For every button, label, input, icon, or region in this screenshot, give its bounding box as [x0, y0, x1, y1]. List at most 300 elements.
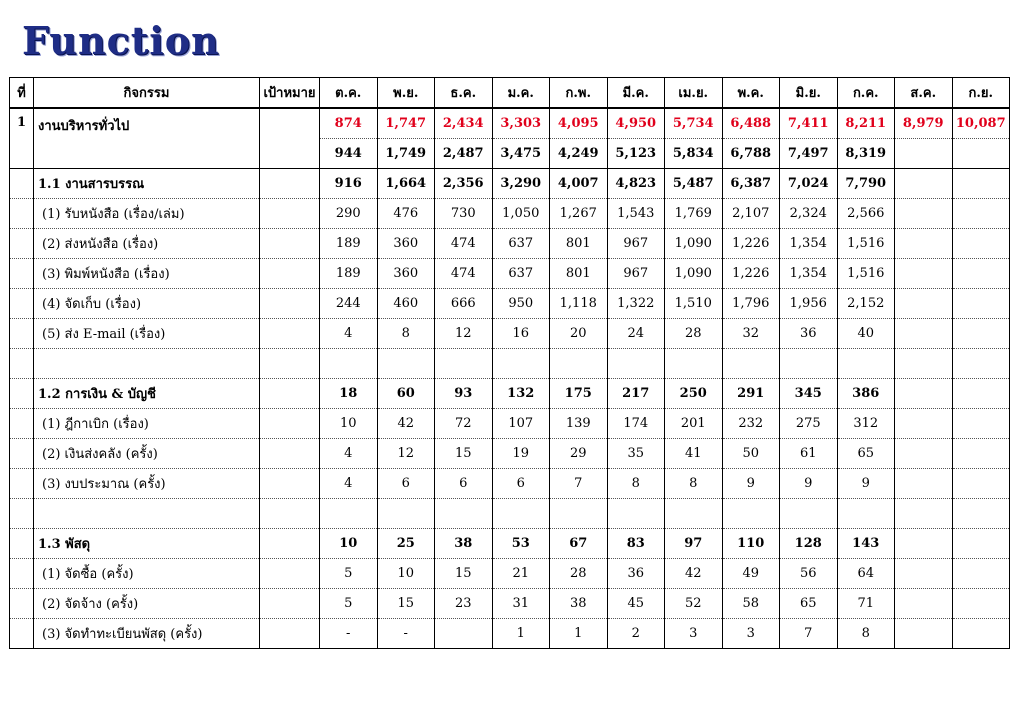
value-cell: 3 — [722, 619, 780, 649]
value-cell — [952, 619, 1010, 649]
value-cell: 7 — [780, 619, 838, 649]
value-cell: 32 — [722, 319, 780, 349]
value-cell: 110 — [722, 529, 780, 559]
value-cell — [895, 349, 953, 379]
value-cell: 386 — [837, 379, 895, 409]
value-cell: 6,387 — [722, 169, 780, 199]
table-row — [10, 439, 1010, 469]
value-cell: 312 — [837, 409, 895, 439]
value-cell: 72 — [435, 409, 493, 439]
value-cell: 9 — [837, 469, 895, 499]
value-cell — [895, 379, 953, 409]
value-cell: 107 — [492, 409, 550, 439]
header-month: ม.ค. — [492, 78, 550, 109]
value-cell: 8 — [837, 619, 895, 649]
value-cell: 15 — [435, 559, 493, 589]
activity-label — [34, 349, 260, 379]
value-cell: 25 — [377, 529, 435, 559]
target-cell — [260, 349, 320, 379]
header-no: ที่ — [10, 78, 34, 109]
target-cell — [260, 499, 320, 529]
row-number-cell — [10, 289, 34, 319]
activity-label: 1.3 พัสดุ — [34, 529, 260, 559]
value-cell: 58 — [722, 589, 780, 619]
value-cell: 5,487 — [665, 169, 723, 199]
value-cell: 1,354 — [780, 259, 838, 289]
value-cell: 217 — [607, 379, 665, 409]
table-row — [10, 349, 1010, 379]
value-cell — [895, 619, 953, 649]
value-cell: 474 — [435, 229, 493, 259]
value-cell: 15 — [377, 589, 435, 619]
value-cell: 730 — [435, 199, 493, 229]
value-cell: 6 — [492, 469, 550, 499]
value-cell: 275 — [780, 409, 838, 439]
table-row — [10, 529, 1010, 559]
header-target: เป้าหมาย — [260, 78, 320, 109]
target-cell — [260, 589, 320, 619]
header-month: พ.ค. — [722, 78, 780, 109]
value-cell: 189 — [320, 259, 378, 289]
plan-cell: 1,747 — [377, 108, 435, 139]
value-cell: 474 — [435, 259, 493, 289]
value-cell: 244 — [320, 289, 378, 319]
value-cell: 916 — [320, 169, 378, 199]
activity-label: (1) จัดซื้อ (ครั้ง) — [34, 559, 260, 589]
value-cell: 23 — [435, 589, 493, 619]
plan-cell: 5,734 — [665, 108, 723, 139]
row-number-cell — [10, 469, 34, 499]
value-cell: 360 — [377, 229, 435, 259]
actual-cell: 7,497 — [780, 139, 838, 169]
value-cell: 2,566 — [837, 199, 895, 229]
value-cell: 1,769 — [665, 199, 723, 229]
value-cell: 19 — [492, 439, 550, 469]
value-cell — [952, 199, 1010, 229]
value-cell: 71 — [837, 589, 895, 619]
value-cell: 1,956 — [780, 289, 838, 319]
activity-label: 1.1 งานสารบรรณ — [34, 169, 260, 199]
value-cell: 9 — [722, 469, 780, 499]
value-cell: 5 — [320, 589, 378, 619]
value-cell: 3 — [665, 619, 723, 649]
value-cell: 31 — [492, 589, 550, 619]
value-cell — [952, 259, 1010, 289]
value-cell: 53 — [492, 529, 550, 559]
value-cell: 60 — [377, 379, 435, 409]
value-cell: 666 — [435, 289, 493, 319]
header-activity: กิจกรรม — [34, 78, 260, 109]
actual-cell: 8,319 — [837, 139, 895, 169]
value-cell: 10 — [377, 559, 435, 589]
target-cell — [260, 289, 320, 319]
value-cell — [952, 529, 1010, 559]
value-cell — [895, 529, 953, 559]
value-cell — [837, 349, 895, 379]
value-cell — [435, 349, 493, 379]
value-cell: 637 — [492, 259, 550, 289]
value-cell — [952, 319, 1010, 349]
value-cell: 950 — [492, 289, 550, 319]
plan-cell: 10,087 — [952, 108, 1010, 139]
value-cell: 24 — [607, 319, 665, 349]
target-cell — [260, 529, 320, 559]
value-cell — [952, 409, 1010, 439]
value-cell: 175 — [550, 379, 608, 409]
value-cell: 1,118 — [550, 289, 608, 319]
table-row — [10, 409, 1010, 439]
value-cell: 42 — [377, 409, 435, 439]
actual-cell: 6,788 — [722, 139, 780, 169]
target-cell — [260, 409, 320, 439]
value-cell: 1 — [492, 619, 550, 649]
value-cell: 36 — [607, 559, 665, 589]
header-month: มี.ค. — [607, 78, 665, 109]
header-month: ก.ย. — [952, 78, 1010, 109]
row-number-cell — [10, 199, 34, 229]
row-number-cell — [10, 619, 34, 649]
value-cell — [895, 199, 953, 229]
value-cell: 174 — [607, 409, 665, 439]
header-month: ก.ค. — [837, 78, 895, 109]
header-month: เม.ย. — [665, 78, 723, 109]
plan-cell: 8,979 — [895, 108, 953, 139]
header-month: ก.พ. — [550, 78, 608, 109]
value-cell: 250 — [665, 379, 723, 409]
value-cell: 143 — [837, 529, 895, 559]
value-cell: 201 — [665, 409, 723, 439]
value-cell: 967 — [607, 229, 665, 259]
value-cell — [895, 289, 953, 319]
value-cell — [895, 559, 953, 589]
header-month: ธ.ค. — [435, 78, 493, 109]
section-number: 1 — [10, 108, 34, 169]
value-cell: 65 — [780, 589, 838, 619]
value-cell — [550, 499, 608, 529]
value-cell: - — [377, 619, 435, 649]
plan-cell: 6,488 — [722, 108, 780, 139]
actual-cell: 2,487 — [435, 139, 493, 169]
value-cell: 9 — [780, 469, 838, 499]
value-cell: 16 — [492, 319, 550, 349]
value-cell: 2 — [607, 619, 665, 649]
value-cell — [607, 349, 665, 379]
table-row — [10, 289, 1010, 319]
table-row — [10, 559, 1010, 589]
target-cell — [260, 229, 320, 259]
actual-cell: 1,749 — [377, 139, 435, 169]
activity-label: (4) จัดเก็บ (เรื่อง) — [34, 289, 260, 319]
value-cell: 1,322 — [607, 289, 665, 319]
value-cell: 1,543 — [607, 199, 665, 229]
actual-cell — [952, 139, 1010, 169]
value-cell — [435, 499, 493, 529]
value-cell — [952, 169, 1010, 199]
value-cell: 38 — [435, 529, 493, 559]
value-cell: 61 — [780, 439, 838, 469]
value-cell — [952, 379, 1010, 409]
activity-label: (3) พิมพ์หนังสือ (เรื่อง) — [34, 259, 260, 289]
value-cell: 1,090 — [665, 229, 723, 259]
value-cell — [895, 169, 953, 199]
table-row — [10, 229, 1010, 259]
activity-label: (2) จัดจ้าง (ครั้ง) — [34, 589, 260, 619]
value-cell: 97 — [665, 529, 723, 559]
value-cell: 1,226 — [722, 259, 780, 289]
value-cell — [895, 409, 953, 439]
value-cell: 4,823 — [607, 169, 665, 199]
plan-cell: 4,950 — [607, 108, 665, 139]
actual-cell: 5,834 — [665, 139, 723, 169]
value-cell: 45 — [607, 589, 665, 619]
header-month: ต.ค. — [320, 78, 378, 109]
value-cell: 291 — [722, 379, 780, 409]
value-cell: 232 — [722, 409, 780, 439]
value-cell — [722, 499, 780, 529]
value-cell: 1,516 — [837, 229, 895, 259]
value-cell — [320, 349, 378, 379]
row-number-cell — [10, 499, 34, 529]
plan-cell: 3,303 — [492, 108, 550, 139]
value-cell — [952, 589, 1010, 619]
value-cell — [952, 229, 1010, 259]
value-cell: 65 — [837, 439, 895, 469]
value-cell — [895, 229, 953, 259]
value-cell — [435, 619, 493, 649]
table-row — [10, 199, 1010, 229]
value-cell: 345 — [780, 379, 838, 409]
plan-cell: 4,095 — [550, 108, 608, 139]
value-cell: 18 — [320, 379, 378, 409]
actual-cell: 944 — [320, 139, 378, 169]
plan-cell: 7,411 — [780, 108, 838, 139]
value-cell: 967 — [607, 259, 665, 289]
value-cell: 49 — [722, 559, 780, 589]
target-cell — [260, 259, 320, 289]
value-cell: 132 — [492, 379, 550, 409]
value-cell: 1,050 — [492, 199, 550, 229]
value-cell: 7,790 — [837, 169, 895, 199]
value-cell: 36 — [780, 319, 838, 349]
actual-cell: 5,123 — [607, 139, 665, 169]
value-cell: 28 — [550, 559, 608, 589]
row-number-cell — [10, 169, 34, 199]
value-cell: 1,510 — [665, 289, 723, 319]
value-cell: 50 — [722, 439, 780, 469]
activity-label: (1) ฎีกาเบิก (เรื่อง) — [34, 409, 260, 439]
value-cell: 637 — [492, 229, 550, 259]
target-cell — [260, 199, 320, 229]
value-cell: 1 — [550, 619, 608, 649]
value-cell: 35 — [607, 439, 665, 469]
value-cell — [665, 349, 723, 379]
table-row — [10, 589, 1010, 619]
value-cell: 5 — [320, 559, 378, 589]
value-cell: 6 — [435, 469, 493, 499]
value-cell: 4,007 — [550, 169, 608, 199]
plan-cell: 2,434 — [435, 108, 493, 139]
header-month: ส.ค. — [895, 78, 953, 109]
value-cell — [895, 469, 953, 499]
value-cell — [550, 349, 608, 379]
value-cell: 2,324 — [780, 199, 838, 229]
value-cell — [952, 469, 1010, 499]
value-cell — [895, 259, 953, 289]
value-cell: 189 — [320, 229, 378, 259]
table-row — [10, 499, 1010, 529]
value-cell: 1,267 — [550, 199, 608, 229]
row-number-cell — [10, 379, 34, 409]
target-cell — [260, 469, 320, 499]
function-table — [9, 77, 1010, 649]
value-cell: 7,024 — [780, 169, 838, 199]
target-cell — [260, 619, 320, 649]
value-cell: 64 — [837, 559, 895, 589]
value-cell: 1,796 — [722, 289, 780, 319]
value-cell: 2,356 — [435, 169, 493, 199]
row-number-cell — [10, 319, 34, 349]
target-cell — [260, 169, 320, 199]
row-number-cell — [10, 439, 34, 469]
value-cell: 4 — [320, 439, 378, 469]
value-cell: 290 — [320, 199, 378, 229]
value-cell: 801 — [550, 229, 608, 259]
header-month: พ.ย. — [377, 78, 435, 109]
value-cell: 38 — [550, 589, 608, 619]
actual-cell: 4,249 — [550, 139, 608, 169]
header-month: มิ.ย. — [780, 78, 838, 109]
value-cell: 4 — [320, 319, 378, 349]
value-cell: 1,664 — [377, 169, 435, 199]
value-cell: 10 — [320, 529, 378, 559]
value-cell — [895, 319, 953, 349]
value-cell — [952, 349, 1010, 379]
value-cell — [895, 499, 953, 529]
plan-cell: 874 — [320, 108, 378, 139]
value-cell: 15 — [435, 439, 493, 469]
value-cell: 360 — [377, 259, 435, 289]
value-cell: 40 — [837, 319, 895, 349]
value-cell: 2,152 — [837, 289, 895, 319]
table-row — [10, 319, 1010, 349]
value-cell — [952, 289, 1010, 319]
value-cell — [607, 499, 665, 529]
activity-label: 1.2 การเงิน & บัญชี — [34, 379, 260, 409]
value-cell: 476 — [377, 199, 435, 229]
value-cell: 93 — [435, 379, 493, 409]
section-label: งานบริหารทั่วไป — [34, 108, 260, 169]
table-row — [10, 619, 1010, 649]
value-cell — [320, 499, 378, 529]
value-cell: - — [320, 619, 378, 649]
row-number-cell — [10, 409, 34, 439]
row-number-cell — [10, 349, 34, 379]
activity-label: (3) งบประมาณ (ครั้ง) — [34, 469, 260, 499]
value-cell: 67 — [550, 529, 608, 559]
value-cell — [895, 589, 953, 619]
value-cell: 1,354 — [780, 229, 838, 259]
value-cell: 41 — [665, 439, 723, 469]
value-cell: 12 — [377, 439, 435, 469]
value-cell — [722, 349, 780, 379]
activity-label — [34, 499, 260, 529]
row-number-cell — [10, 559, 34, 589]
value-cell: 801 — [550, 259, 608, 289]
table-row — [10, 469, 1010, 499]
value-cell: 28 — [665, 319, 723, 349]
value-cell: 128 — [780, 529, 838, 559]
value-cell: 8 — [377, 319, 435, 349]
value-cell: 8 — [607, 469, 665, 499]
value-cell: 12 — [435, 319, 493, 349]
value-cell: 83 — [607, 529, 665, 559]
value-cell: 56 — [780, 559, 838, 589]
table-row — [10, 169, 1010, 199]
value-cell — [492, 349, 550, 379]
value-cell: 139 — [550, 409, 608, 439]
activity-label: (1) รับหนังสือ (เรื่อง/เล่ม) — [34, 199, 260, 229]
value-cell: 3,290 — [492, 169, 550, 199]
value-cell: 2,107 — [722, 199, 780, 229]
page-title: Function — [22, 18, 220, 63]
value-cell: 7 — [550, 469, 608, 499]
value-cell: 20 — [550, 319, 608, 349]
activity-label: (3) จัดทำทะเบียนพัสดุ (ครั้ง) — [34, 619, 260, 649]
value-cell: 1,516 — [837, 259, 895, 289]
value-cell — [665, 499, 723, 529]
value-cell: 29 — [550, 439, 608, 469]
value-cell — [837, 499, 895, 529]
value-cell: 52 — [665, 589, 723, 619]
value-cell — [377, 349, 435, 379]
actual-cell: 3,475 — [492, 139, 550, 169]
section-plan-row — [10, 108, 1010, 139]
value-cell: 42 — [665, 559, 723, 589]
value-cell — [492, 499, 550, 529]
header-row — [10, 78, 1010, 109]
target-cell — [260, 108, 320, 169]
row-number-cell — [10, 529, 34, 559]
value-cell: 21 — [492, 559, 550, 589]
value-cell — [780, 349, 838, 379]
value-cell — [780, 499, 838, 529]
value-cell — [952, 439, 1010, 469]
activity-label: (2) ส่งหนังสือ (เรื่อง) — [34, 229, 260, 259]
value-cell: 1,226 — [722, 229, 780, 259]
value-cell: 460 — [377, 289, 435, 319]
value-cell: 6 — [377, 469, 435, 499]
table-row — [10, 379, 1010, 409]
value-cell — [895, 439, 953, 469]
value-cell: 1,090 — [665, 259, 723, 289]
target-cell — [260, 319, 320, 349]
row-number-cell — [10, 259, 34, 289]
plan-cell: 8,211 — [837, 108, 895, 139]
table-row — [10, 259, 1010, 289]
row-number-cell — [10, 589, 34, 619]
activity-label: (5) ส่ง E-mail (เรื่อง) — [34, 319, 260, 349]
value-cell: 10 — [320, 409, 378, 439]
row-number-cell — [10, 229, 34, 259]
actual-cell — [895, 139, 953, 169]
activity-label: (2) เงินส่งคลัง (ครั้ง) — [34, 439, 260, 469]
target-cell — [260, 379, 320, 409]
value-cell — [377, 499, 435, 529]
value-cell: 8 — [665, 469, 723, 499]
target-cell — [260, 439, 320, 469]
value-cell — [952, 499, 1010, 529]
value-cell: 4 — [320, 469, 378, 499]
